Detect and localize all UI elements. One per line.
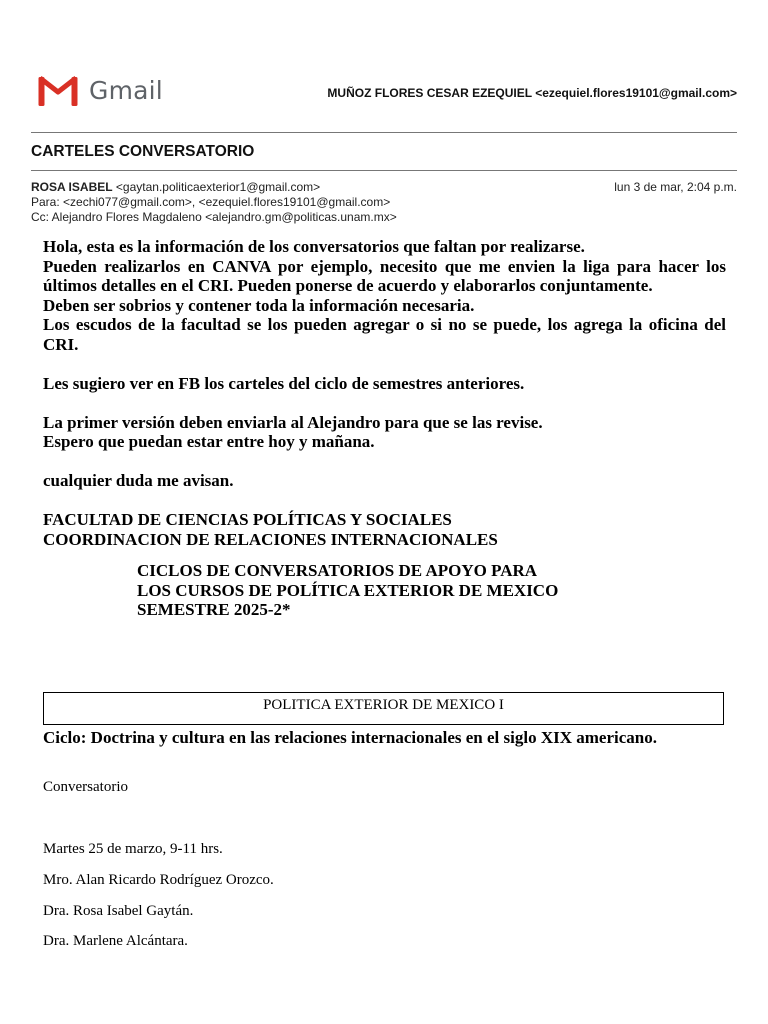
body-paragraph: Hola, esta es la información de los conversatorios que faltan por realizarse. [43, 237, 585, 256]
cycle-heading-line: LOS CURSOS DE POLÍTICA EXTERIOR DE MEXICO [137, 580, 559, 600]
event-date: Martes 25 de marzo, 9-11 hrs. [43, 841, 223, 857]
body-paragraph: Les sugiero ver en FB los carteles del ciclo de semestres anteriores. [43, 373, 525, 393]
account-label: MUÑOZ FLORES CESAR EZEQUIEL <ezequiel.flores19101@gmail.com> [327, 86, 737, 100]
subject-divider [31, 170, 737, 171]
email-body [43, 237, 726, 620]
sender-address: <gaytan.politicaexterior1@gmail.com> [115, 180, 321, 194]
email-subject: CARTELES CONVERSATORIO [31, 143, 255, 160]
email-print-page [31, 0, 737, 130]
cycle-title: Ciclo: Doctrina y cultura en las relaciones internacionales en el siglo XIX americano. [43, 728, 657, 747]
to-line: Para: <zechi077@gmail.com>, <ezequiel.flores19101@gmail.com> [31, 195, 391, 209]
header-divider [31, 132, 737, 133]
body-paragraph: Los escudos de la facultad se los pueden agregar o si no se puede, los agrega la oficina del CRI. [43, 315, 726, 354]
email-date: lun 3 de mar, 2:04 p.m. [614, 180, 737, 194]
coordination-name: COORDINACION DE RELACIONES INTERNACIONALES [43, 529, 498, 549]
email-meta [31, 180, 737, 225]
speaker-item: Mro. Alan Ricardo Rodríguez Orozco. [43, 872, 274, 888]
body-paragraph: Deben ser sobrios y contener toda la información necesaria. [43, 295, 475, 315]
cycle-heading-line: CICLOS DE CONVERSATORIOS DE APOYO PARA [137, 561, 538, 580]
sender-name: ROSA ISABEL [31, 180, 113, 194]
gmail-logo-icon [37, 74, 79, 108]
event-type: Conversatorio [43, 779, 128, 795]
speaker-item: Dra. Rosa Isabel Gaytán. [43, 903, 194, 919]
gmail-wordmark: Gmail [89, 76, 163, 105]
cc-line: Cc: Alejandro Flores Magdaleno <alejandro.gm@politicas.unam.mx> [31, 210, 397, 224]
speaker-item: Dra. Marlene Alcántara. [43, 933, 188, 949]
body-paragraph: Espero que puedan estar entre hoy y mañana. [43, 432, 375, 451]
body-paragraph: La primer versión deben enviarla al Alejandro para que se las revise. [43, 412, 543, 432]
body-paragraph: Pueden realizarlos en CANVA por ejemplo, necesito que me envien la liga para hacer los últimos detalles en el CRI. Pueden ponerse de acuerdo y elaborarlos conjuntamente. [43, 256, 726, 295]
body-paragraph: cualquier duda me avisan. [43, 471, 234, 490]
print-header [31, 0, 737, 130]
faculty-name: FACULTAD DE CIENCIAS POLÍTICAS Y SOCIALES [43, 510, 452, 529]
course-table-header: POLITICA EXTERIOR DE MEXICO I [43, 692, 724, 725]
cycle-heading-line: SEMESTRE 2025-2* [137, 600, 291, 619]
